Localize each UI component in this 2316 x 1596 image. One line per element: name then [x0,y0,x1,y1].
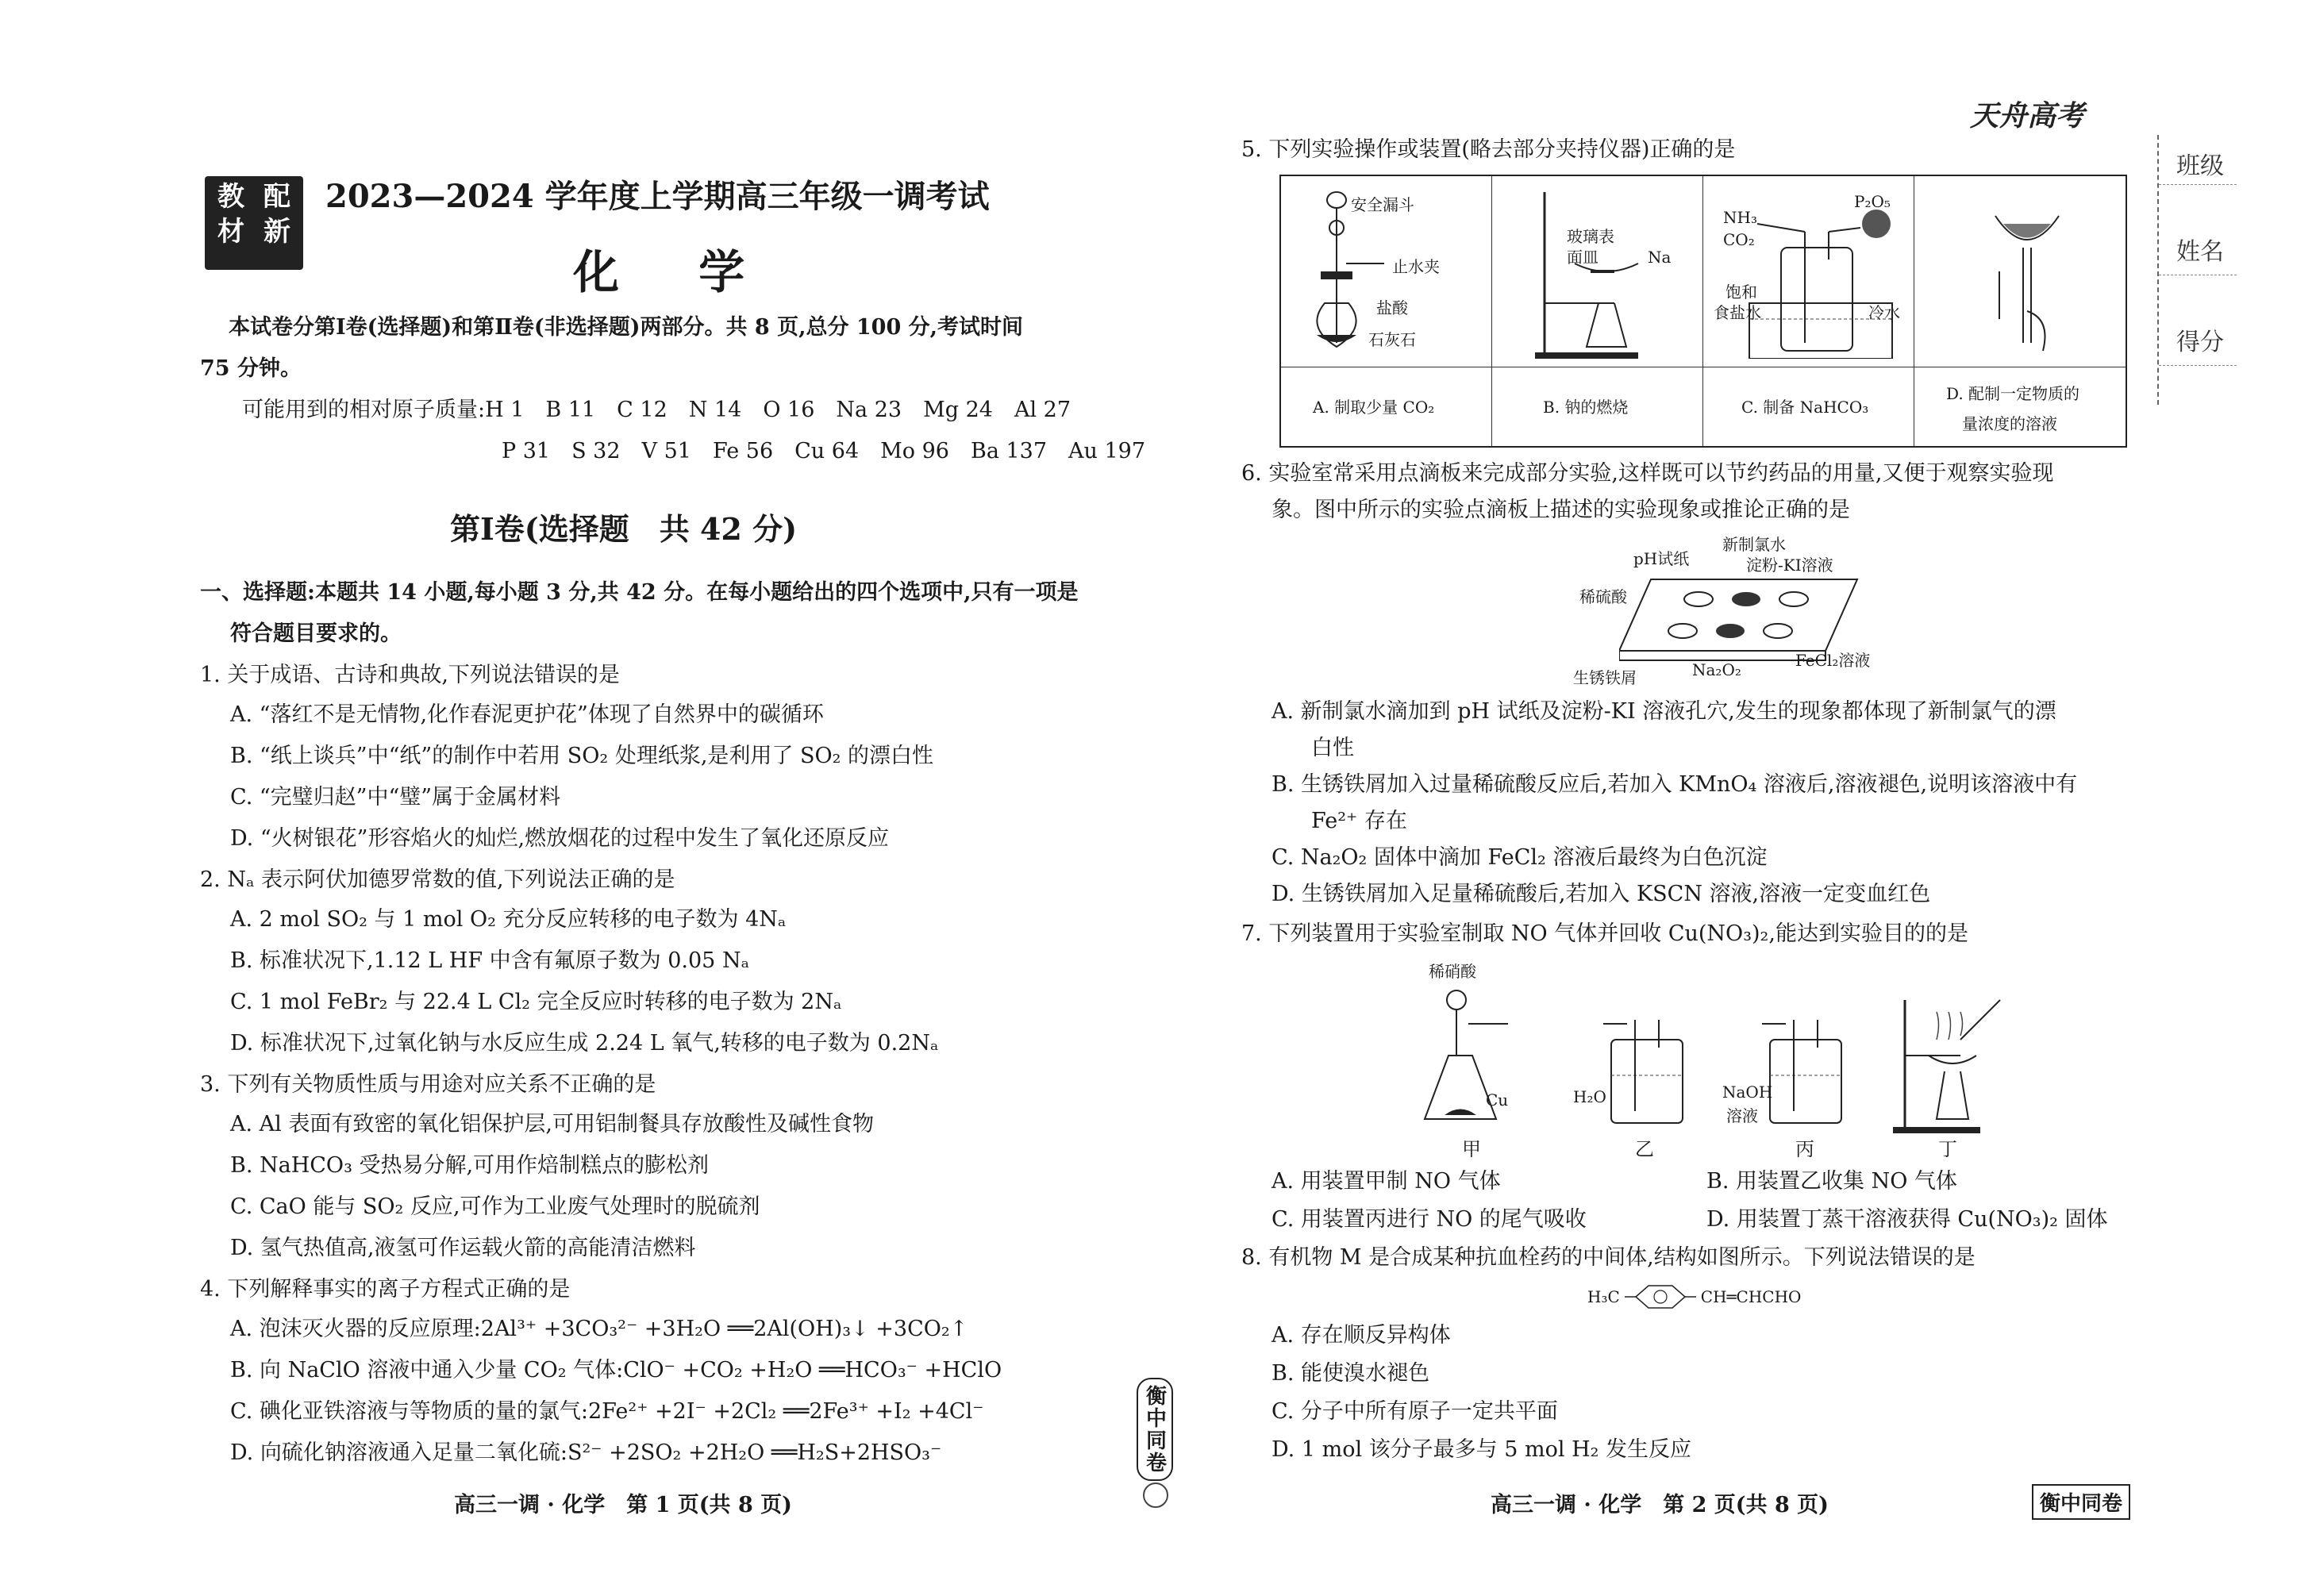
label-saturated: 饱和 [1725,283,1757,302]
question-stem-cont: 象。图中所示的实验点滴板上描述的实验现象或推论正确的是 [1271,498,1850,522]
option-a-cont: 白性 [1311,736,1354,760]
label-clamp: 止水夹 [1392,257,1440,276]
molecule-structure [1587,1281,1801,1313]
question-stem: 3. 下列有关物质性质与用途对应关系不正确的是 [200,1072,656,1097]
option-b: B. 用装置乙收集 NO 气体 [1706,1169,1957,1194]
option-c: C. 碘化亚铁溶液与等物质的量的氯气:2Fe²⁺ +2I⁻ +2Cl₂ ══2Fe³⁺ +I₂ +4Cl⁻ [230,1399,984,1424]
question-stem: 6. 实验室常采用点滴板来完成部分实验,这样既可以节约药品的用量,又便于观察实验现 [1241,461,2054,486]
section-title: 第Ⅰ卷(选择题 共 42 分) [450,511,798,547]
label-limestone: 石灰石 [1368,330,1416,349]
option-c: C. CaO 能与 SO₂ 反应,可作为工业废气处理时的脱硫剂 [230,1194,760,1219]
option-d: D. 向硫化钠溶液通入足量二氧化硫:S²⁻ +2SO₂ +2H₂O ══H₂S+2HSO₃⁻ [230,1440,942,1465]
atomic-mass-line: P 31 S 32 V 51 Fe 56 Cu 64 Mo 96 Ba 137 Au 197 [502,439,1146,463]
apparatus-yi-drawing [1603,1016,1706,1127]
question-stem: 2. Nₐ 表示阿伏加德罗常数的值,下列说法正确的是 [200,867,675,892]
label-solution: 溶液 [1726,1106,1758,1125]
option-c: C. 分子中所有原子一定共平面 [1271,1399,1558,1424]
atomic-mass-line: 可能用到的相对原子质量:H 1 B 11 C 12 N 14 O 16 Na 23 Mg 24 Al 27 [242,398,1071,422]
side-panel [2157,135,2237,405]
option-b: B. 标准状况下,1.12 L HF 中含有氟原子数为 0.05 Nₐ [230,948,749,973]
label-cold-water: 冷水 [1868,303,1900,322]
option-b: B. 生锈铁屑加入过量稀硫酸反应后,若加入 KMnO₄ 溶液后,溶液褪色,说明该溶液中有 [1271,772,2078,797]
label-fecl2: FeCl₂溶液 [1795,651,1871,670]
question-stem: 7. 下列装置用于实验室制取 NO 气体并回收 Cu(NO₃)₂,能达到实验目的的是 [1241,921,1968,946]
part-instructions: 符合题目要求的。 [230,621,402,646]
option-d: D. 标准状况下,过氧化钠与水反应生成 2.24 L 氧气,转移的电子数为 0.2Nₐ [230,1031,939,1056]
label-naoh: NaOH [1722,1083,1773,1102]
option-c-caption: C. 制备 NaHCO₃ [1741,398,1869,417]
class-label: 班级 [2176,152,2224,180]
option-c: C. 1 mol FeBr₂ 与 22.4 L Cl₂ 完全反应时转移的电子数为 2Nₐ [230,990,842,1014]
apparatus-d-drawing [1979,200,2075,359]
option-a: A. Al 表面有致密的氧化铝保护层,可用铝制餐具存放酸性及碱性食物 [230,1112,874,1136]
seal-text: 衡中同卷 [1142,1385,1167,1474]
label-hcl: 盐酸 [1376,298,1408,317]
option-b: B. NaHCO₃ 受热易分解,可用作焙制糕点的膨松剂 [230,1153,710,1178]
exam-title: 2023—2024 学年度上学期高三年级一调考试 [325,178,990,215]
structure-side-chain: CH═CHCHO [1700,1287,1802,1306]
name-label: 姓名 [2176,238,2224,266]
option-d-caption-2: 量浓度的溶液 [1962,414,2057,433]
option-d-caption-1: D. 配制一定物质的 [1946,384,2080,403]
label-watch-glass-2: 面皿 [1567,248,1599,267]
label-brine: 食盐水 [1714,303,1761,322]
option-a: A. 新制氯水滴加到 pH 试纸及淀粉-KI 溶液孔穴,发生的现象都体现了新制氯气的漂 [1271,699,2056,724]
option-a: A. “落红不是无情物,化作春泥更护花”体现了自然界中的碳循环 [230,702,824,727]
label-nh3: NH₃ [1723,208,1757,227]
option-d: D. 氢气热值高,液氢可作运载火箭的高能清洁燃料 [230,1236,696,1260]
option-b-cont: Fe²⁺ 存在 [1311,809,1407,833]
seal-ornament [1143,1483,1168,1508]
logo-char: 配 [264,181,290,213]
option-a: A. 2 mol SO₂ 与 1 mol O₂ 充分反应转移的电子数为 4Nₐ [230,907,787,932]
page-footer: 高三一调 · 化学 第 2 页(共 8 页) [1491,1493,1829,1517]
option-d: D. 用装置丁蒸干溶液获得 Cu(NO₃)₂ 固体 [1706,1207,2108,1232]
label-chlorine-water: 新制氯水 [1722,535,1786,554]
publisher-stamp: 衡中同卷 [2032,1484,2130,1520]
structure-methyl: H₃C [1587,1287,1620,1306]
brand-logo: 天舟高考 [1970,99,2085,133]
label-starch-ki: 淀粉-KI溶液 [1746,556,1833,575]
textbook-logo [205,176,303,270]
question-stem: 1. 关于成语、古诗和典故,下列说法错误的是 [200,663,620,687]
logo-char: 材 [217,216,244,248]
subject-title: 化 学 [573,245,777,299]
question-stem: 5. 下列实验操作或装置(略去部分夹持仪器)正确的是 [1241,137,1736,162]
option-c: C. “完璧归赵”中“璧”属于金属材料 [230,785,561,810]
apparatus-bing-drawing [1762,1016,1865,1127]
label-dilute-h2so4: 稀硫酸 [1579,587,1627,606]
option-d: D. 1 mol 该分子最多与 5 mol H₂ 发生反应 [1271,1437,1692,1462]
label-na2o2: Na₂O₂ [1692,660,1741,679]
apparatus-name-ding: 丁 [1938,1138,1957,1160]
intro-line: 本试卷分第Ⅰ卷(选择题)和第Ⅱ卷(非选择题)两部分。共 8 页,总分 100 分,考试时间 [229,315,1024,340]
option-b-caption: B. 钠的燃烧 [1543,398,1629,417]
apparatus-name-jia: 甲 [1462,1138,1481,1160]
apparatus-b-drawing [1535,184,1694,359]
label-h2o: H₂O [1573,1087,1606,1106]
option-a-caption: A. 制取少量 CO₂ [1313,398,1435,417]
question-stem: 8. 有机物 M 是合成某种抗血栓药的中间体,结构如图所示。下列说法错误的是 [1241,1245,1976,1270]
apparatus-jia-drawing [1421,984,1532,1127]
benzene-ring-icon [1625,1283,1696,1310]
label-cu: Cu [1486,1090,1509,1110]
label-co2: CO₂ [1723,230,1755,249]
option-b: B. 能使溴水褪色 [1271,1361,1430,1386]
option-d: D. “火树银花”形容焰火的灿烂,燃放烟花的过程中发生了氧化还原反应 [230,826,890,851]
label-p2o5: P₂O₅ [1854,192,1891,211]
intro-line: 75 分钟。 [200,356,302,381]
logo-char: 新 [264,216,290,248]
label-watch-glass-1: 玻璃表 [1567,227,1614,246]
center-seal [1137,1378,1173,1481]
label-safety-funnel: 安全漏斗 [1351,195,1414,214]
label-rusty-iron: 生锈铁屑 [1573,668,1637,687]
option-c: C. Na₂O₂ 固体中滴加 FeCl₂ 溶液后最终为白色沉淀 [1271,845,1768,870]
option-a: A. 用装置甲制 NO 气体 [1271,1169,1501,1194]
label-ph-paper: pH试纸 [1633,549,1690,568]
label-na: Na [1648,248,1672,267]
logo-char: 教 [217,181,244,213]
apparatus-name-bing: 丙 [1795,1138,1814,1160]
question-stem: 4. 下列解释事实的离子方程式正确的是 [200,1277,571,1302]
label-dilute-hno3: 稀硝酸 [1429,962,1476,981]
option-b: B. “纸上谈兵”中“纸”的制作中若用 SO₂ 处理纸浆,是利用了 SO₂ 的漂白性 [230,744,934,768]
option-a: A. 存在顺反异构体 [1271,1323,1451,1348]
option-b: B. 向 NaClO 溶液中通入少量 CO₂ 气体:ClO⁻ +CO₂ +H₂O ══HCO₃⁻ +HClO [230,1358,1002,1383]
q5-figure-table [1279,175,2127,448]
page-footer: 高三一调 · 化学 第 1 页(共 8 页) [454,1493,792,1517]
option-d: D. 生锈铁屑加入足量稀硫酸后,若加入 KSCN 溶液,溶液一定变血红色 [1271,882,1931,906]
option-c: C. 用装置丙进行 NO 的尾气吸收 [1271,1207,1587,1232]
score-label: 得分 [2176,329,2224,356]
apparatus-ding-drawing [1889,992,2008,1135]
part-instructions: 一、选择题:本题共 14 小题,每小题 3 分,共 42 分。在每小题给出的四个选项中,只有一项是 [200,580,1079,605]
apparatus-name-yi: 乙 [1635,1138,1654,1160]
option-a: A. 泡沫灭火器的反应原理:2Al³⁺ +3CO₃²⁻ +3H₂O ══2Al(OH)₃↓ +3CO₂↑ [230,1317,968,1341]
